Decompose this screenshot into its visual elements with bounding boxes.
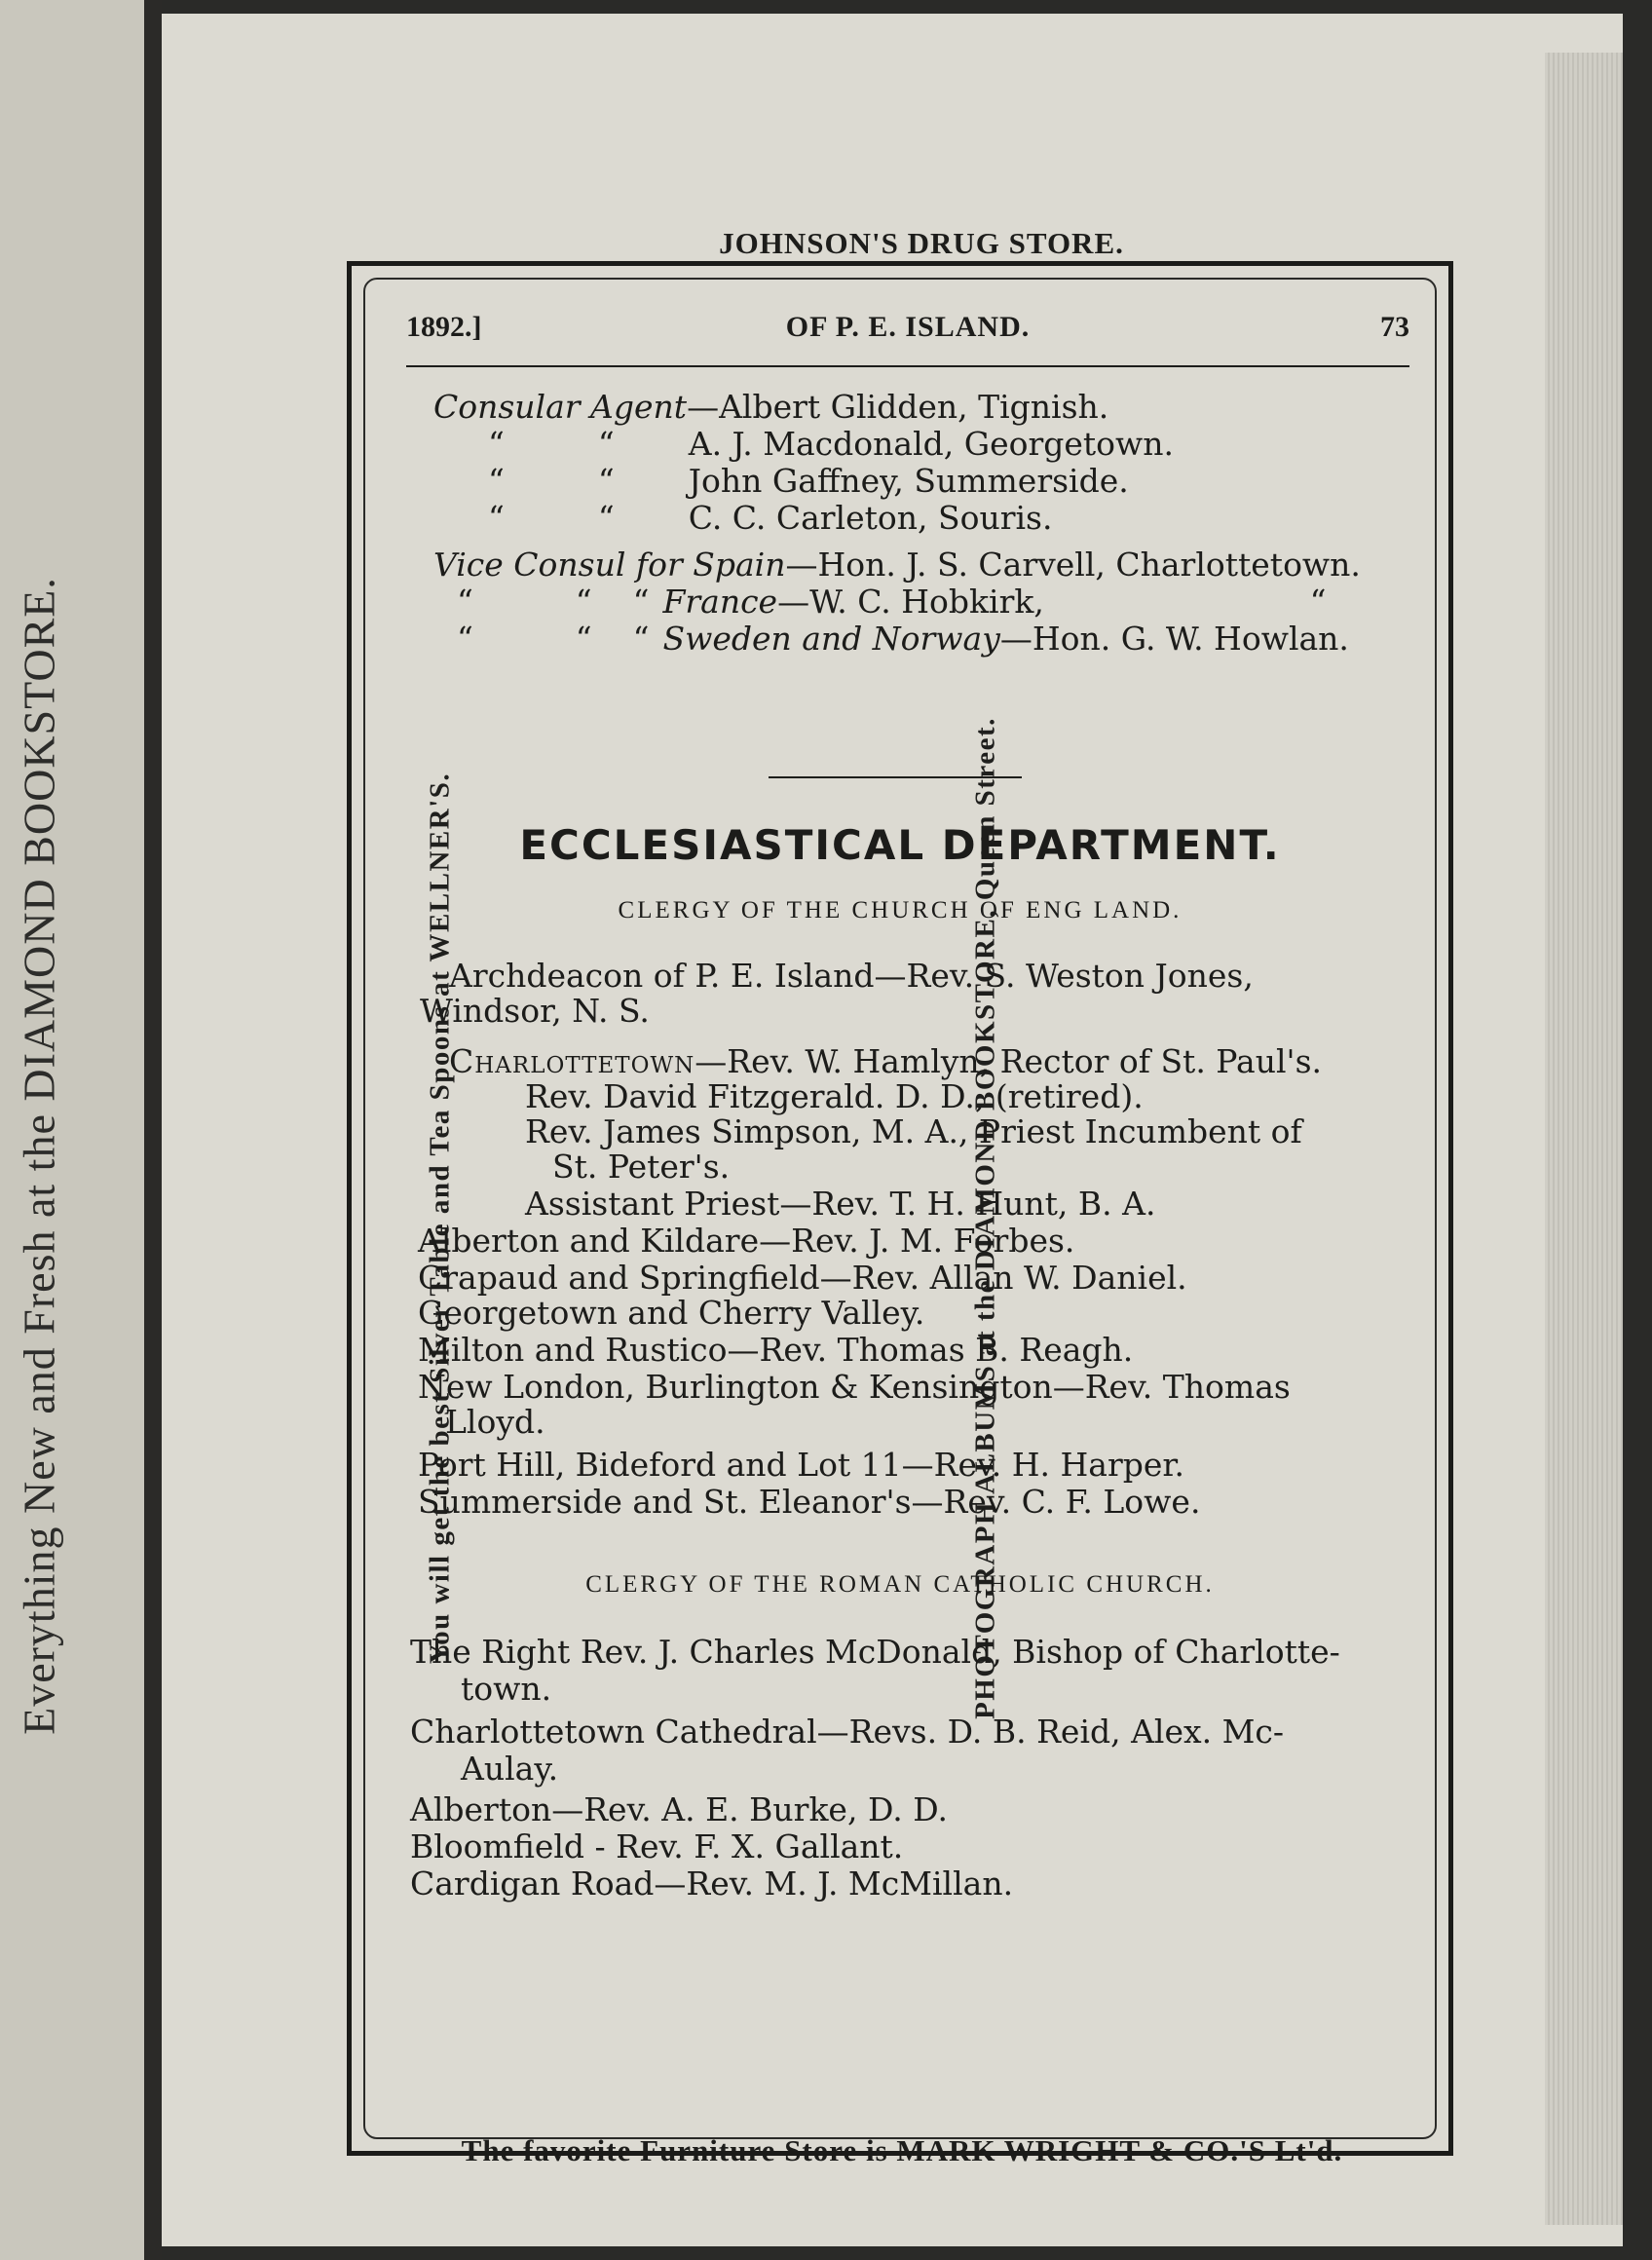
church-of-england-heading: CLERGY OF THE CHURCH OF ENG LAND. xyxy=(618,897,1183,923)
clergy-line: Rev. James Simpson, M. A., Priest Incumbent of xyxy=(525,1112,1302,1150)
vice-consul-line xyxy=(457,583,1327,621)
left-margin-ad: You will get the best Silver Table and Tea Spoons at WELLNER'S. xyxy=(424,772,456,1665)
vice-consul-entry: —Hon. J. S. Carvell, Charlottetown. xyxy=(785,546,1361,584)
ditto-mark: “ xyxy=(488,499,505,537)
clergy-line: Summerside and St. Eleanor's—Rev. C. F. Lowe. xyxy=(418,1483,1201,1521)
vice-consul-country: Sweden and Norway xyxy=(662,620,1000,658)
bottom-margin-ad: The favorite Furniture Store is MARK WRIGHT & CO.'S Lt'd. xyxy=(461,2133,1343,2167)
consular-line xyxy=(488,462,1129,500)
consular-label: Consular Agent xyxy=(433,388,688,426)
clergy-line: Milton and Rustico—Rev. Thomas B. Reagh. xyxy=(418,1331,1134,1369)
ditto-mark: “ xyxy=(597,462,615,500)
consular-line xyxy=(488,499,1053,537)
running-head xyxy=(406,311,1409,358)
section-divider xyxy=(769,776,1022,778)
clergy-line: New London, Burlington & Kensington—Rev. Thomas xyxy=(418,1368,1291,1406)
page-number: 73 xyxy=(1380,311,1409,343)
clergy-line: Georgetown and Cherry Valley. xyxy=(418,1294,925,1332)
consular-line xyxy=(433,388,1109,426)
vice-consul-line xyxy=(457,620,1349,658)
clergy-line: Port Hill, Bideford and Lot 11—Rev. H. Harper. xyxy=(418,1446,1185,1484)
ditto-mark: “ xyxy=(597,425,615,463)
ditto-mark: “ xyxy=(488,462,505,500)
consular-entry: C. C. Carleton, Souris. xyxy=(688,499,1053,537)
consular-entry: —Albert Glidden, Tignish. xyxy=(687,388,1109,426)
text-frame xyxy=(347,261,1453,2156)
clergy-line: Rev. David Fitzgerald. D. D., (retired). xyxy=(525,1077,1144,1115)
vice-consul-entry: —W. C. Hobkirk, “ xyxy=(777,583,1327,621)
clergy-entry: —Rev. W. Hamlyn, Rector of St. Paul's. xyxy=(695,1042,1322,1080)
roman-catholic-heading: CLERGY OF THE ROMAN CATHOLIC CHURCH. xyxy=(585,1571,1215,1598)
clergy-line: Assistant Priest—Rev. T. H. Hunt, B. A. xyxy=(525,1185,1156,1223)
clergy-line: Bloomfield - Rev. F. X. Gallant. xyxy=(410,1827,904,1865)
clergy-line: St. Peter's. xyxy=(552,1148,731,1186)
right-margin-ad: PHOTOGRAPH ALBUMS at the DIAMOND BOOKSTORE, Queen Street. xyxy=(969,717,1001,1719)
consular-line xyxy=(488,425,1175,463)
page xyxy=(162,14,1623,2246)
facing-page xyxy=(0,0,144,2260)
consular-entry: A. J. Macdonald, Georgetown. xyxy=(688,425,1175,463)
clergy-line: Alberton—Rev. A. E. Burke, D. D. xyxy=(410,1790,948,1828)
clergy-line: Charlottetown Cathedral—Revs. D. B. Reid, Alex. Mc- xyxy=(410,1713,1285,1751)
vice-consul-line xyxy=(433,546,1361,584)
clergy-line: Alberton and Kildare—Rev. J. M. Forbes. xyxy=(418,1222,1075,1260)
book-gutter xyxy=(144,0,162,2260)
frame-content xyxy=(352,266,1448,2151)
clergy-line: Archdeacon of P. E. Island—Rev. S. Weston Jones, xyxy=(449,957,1254,995)
ditto-mark: “ “ “ xyxy=(457,620,650,658)
vice-consul-label: Vice Consul for Spain xyxy=(433,546,786,584)
clergy-line: The Right Rev. J. Charles McDonald, Bishop of Charlotte- xyxy=(410,1633,1340,1671)
clergy-line: Aulay. xyxy=(461,1750,559,1788)
clergy-line: Windsor, N. S. xyxy=(420,992,650,1030)
department-heading: ECCLESIASTICAL DEPARTMENT. xyxy=(519,821,1281,869)
ditto-mark: “ “ “ xyxy=(457,583,650,621)
vice-consul-country: France xyxy=(662,583,778,621)
vice-consul-entry: —Hon. G. W. Howlan. xyxy=(999,620,1349,658)
running-head-title: OF P. E. ISLAND. xyxy=(785,311,1031,343)
ditto-mark: “ xyxy=(597,499,615,537)
clergy-line: Crapaud and Springfield—Rev. Allan W. Daniel. xyxy=(418,1259,1187,1297)
top-margin-ad: JOHNSON'S DRUG STORE. xyxy=(719,226,1124,260)
clergy-line: Lloyd. xyxy=(445,1403,545,1441)
clergy-line: Cardigan Road—Rev. M. J. McMillan. xyxy=(410,1864,1014,1902)
running-head-year: 1892.] xyxy=(406,311,482,343)
clergy-line xyxy=(449,1042,1322,1080)
ditto-mark: “ xyxy=(488,425,505,463)
facing-page-ad: Everything New and Fresh at the DIAMOND BOOKSTORE. xyxy=(14,577,64,1735)
clergy-line: town. xyxy=(461,1670,552,1708)
head-rule xyxy=(406,365,1409,367)
page-edges xyxy=(1545,53,1623,2225)
consular-entry: John Gaffney, Summerside. xyxy=(688,462,1129,500)
parish-label: Charlottetown xyxy=(449,1042,695,1080)
